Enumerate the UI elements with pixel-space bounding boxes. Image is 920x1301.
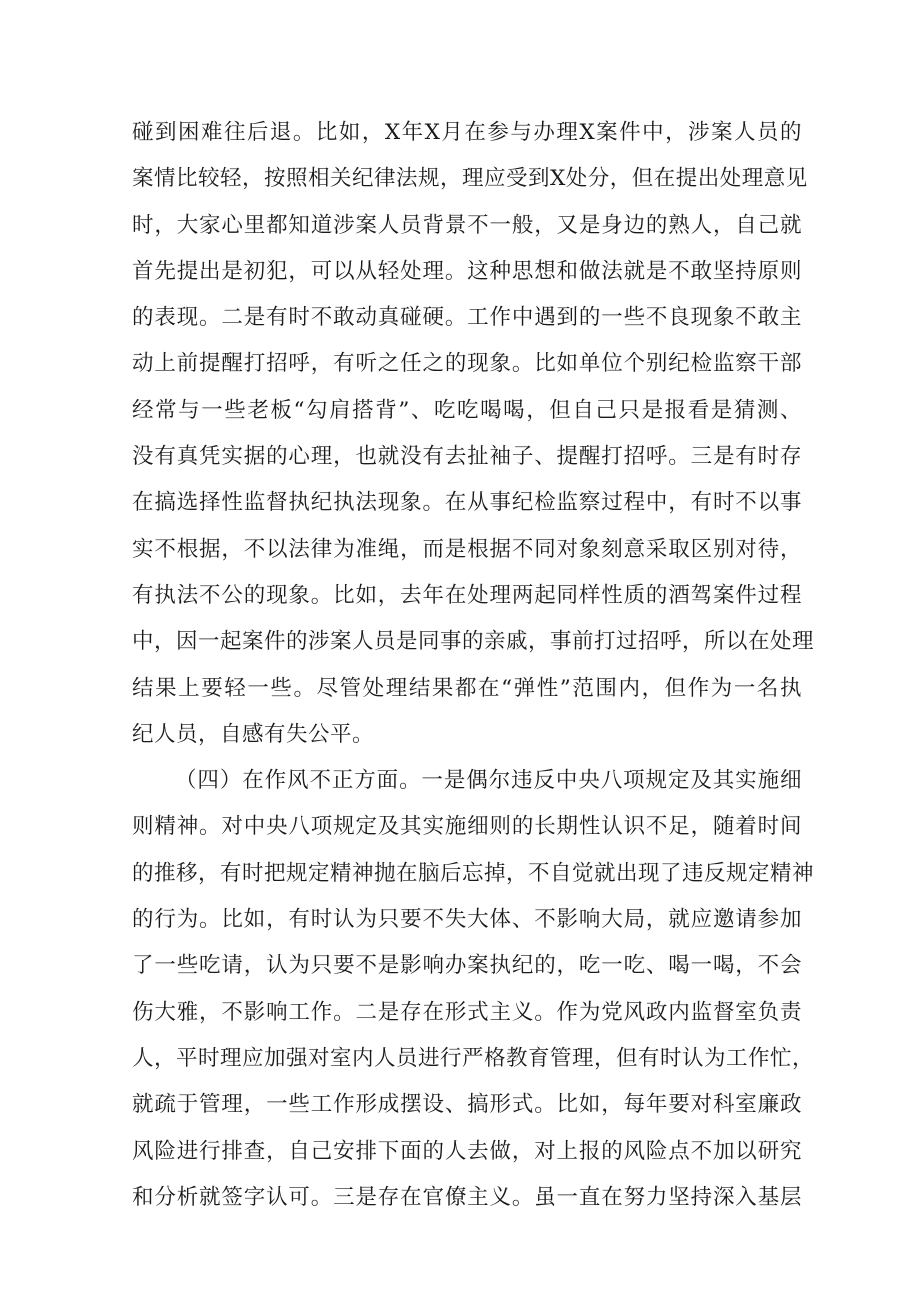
text-line: 在搞选择性监督执纪执法现象。在从事纪检监察过程中，有时不以事 [132, 490, 802, 516]
text-line: 的行为。比如，有时认为只要不失大体、不影响大局，就应邀请参加 [132, 907, 802, 933]
text-line: 和分析就签字认可。三是存在官僚主义。虽一直在努力坚持深入基层 [132, 1184, 802, 1210]
text-line: 伤大雅，不影响工作。二是存在形式主义。作为党风政内监督室负责 [132, 999, 802, 1025]
text-line: 动上前提醒打招呼，有听之任之的现象。比如单位个别纪检监察干部 [132, 351, 802, 377]
text-line: 则精神。对中央八项规定及其实施细则的长期性认识不足，随着时间 [132, 814, 802, 840]
text-line: 经常与一些老板“勾肩搭背”、吃吃喝喝，但自己只是报看是猜测、 [132, 397, 802, 423]
body-text [132, 110, 815, 1221]
text-line: 实不根据，不以法律为准绳，而是根据不同对象刻意采取区别对待， [132, 536, 802, 562]
text-line: 结果上要轻一些。尽管处理结果都在“弹性”范围内，但作为一名执 [132, 675, 802, 701]
text-line: 人，平时理应加强对室内人员进行严格教育管理，但有时认为工作忙， [132, 1045, 815, 1071]
text-line: 时，大家心里都知道涉案人员背景不一般，又是身边的熟人，自己就 [132, 212, 802, 238]
text-line: 中，因一起案件的涉案人员是同事的亲戚，事前打过招呼，所以在处理 [132, 629, 815, 655]
text-line: 首先提出是初犯，可以从轻处理。这种思想和做法就是不敢坚持原则 [132, 258, 802, 284]
text-line: 了一些吃请，认为只要不是影响办案执纪的，吃一吃、喝一喝，不会 [132, 953, 802, 979]
paragraph-end-line: 纪人员，自感有失公平。 [132, 721, 375, 747]
section-heading-line: （四）在作风不正方面。一是偶尔违反中央八项规定及其实施细 [175, 768, 802, 794]
text-line: 风险进行排查，自己安排下面的人去做，对上报的风险点不加以研究 [132, 1138, 802, 1164]
text-line: 碰到困难往后退。比如，X年X月在参与办理X案件中，涉案人员的 [132, 120, 802, 145]
text-line: 有执法不公的现象。比如，去年在处理两起同样性质的酒驾案件过程 [132, 582, 802, 608]
text-line: 就疏于管理，一些工作形成摆设、搞形式。比如，每年要对科室廉政 [132, 1092, 802, 1118]
text-line: 案情比较轻，按照相关纪律法规，理应受到X处分，但在提出处理意见 [132, 166, 808, 192]
text-line: 的推移，有时把规定精神抛在脑后忘掉，不自觉就出现了违反规定精神 [132, 860, 815, 886]
text-line: 没有真凭实据的心理，也就没有去扯袖子、提醒打招呼。三是有时存 [132, 444, 802, 470]
text-line: 的表现。二是有时不敢动真碰硬。工作中遇到的一些不良现象不敢主 [132, 305, 802, 331]
